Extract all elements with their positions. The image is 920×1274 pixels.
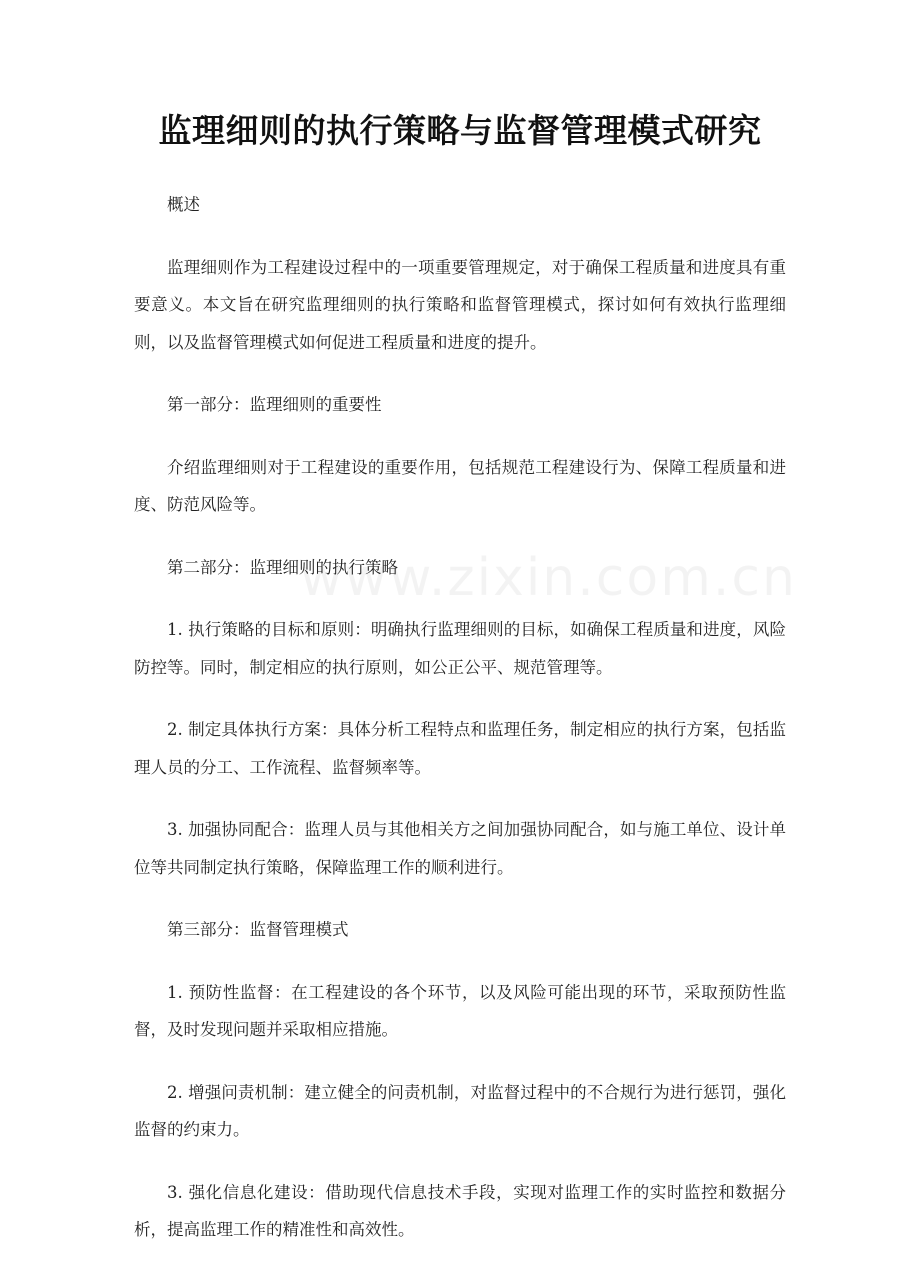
list-item-part3-1: 1. 预防性监督：在工程建设的各个环节，以及风险可能出现的环节，采取预防性监督，及时发现问题并采取相应措施。 (134, 982, 786, 1039)
paragraph-intro: 监理细则作为工程建设过程中的一项重要管理规定，对于确保工程质量和进度具有重要意义。本文旨在研究监理细则的执行策略和监督管理模式，探讨如何有效执行监理细则，以及监督管理模式如何促进工程质量和进度的提升。 (134, 257, 786, 352)
list-item-part3-2: 2. 增强问责机制：建立健全的问责机制，对监督过程中的不合规行为进行惩罚，强化监督的约束力。 (134, 1082, 786, 1139)
section-heading-part3: 第三部分：监督管理模式 (167, 920, 349, 939)
list-item-part2-2: 2. 制定具体执行方案：具体分析工程特点和监理任务，制定相应的执行方案，包括监理人员的分工、工作流程、监督频率等。 (134, 720, 786, 777)
page-title: 监理细则的执行策略与监督管理模式研究 (158, 111, 762, 150)
paragraph-part1: 介绍监理细则对于工程建设的重要作用，包括规范工程建设行为、保障工程质量和进度、防范风险等。 (134, 457, 786, 514)
list-item-part3-3: 3. 强化信息化建设：借助现代信息技术手段，实现对监理工作的实时监控和数据分析，提高监理工作的精准性和高效性。 (134, 1182, 786, 1239)
list-item-part2-1: 1. 执行策略的目标和原则：明确执行监理细则的目标，如确保工程质量和进度，风险防控等。同时，制定相应的执行原则，如公正公平、规范管理等。 (134, 620, 786, 677)
list-item-part2-3: 3. 加强协同配合：监理人员与其他相关方之间加强协同配合，如与施工单位、设计单位等共同制定执行策略，保障监理工作的顺利进行。 (134, 820, 786, 877)
section-heading-part1: 第一部分：监理细则的重要性 (167, 395, 382, 414)
section-heading-overview: 概述 (167, 195, 200, 214)
document-body (134, 186, 786, 1274)
section-heading-part2: 第二部分：监理细则的执行策略 (167, 557, 398, 577)
